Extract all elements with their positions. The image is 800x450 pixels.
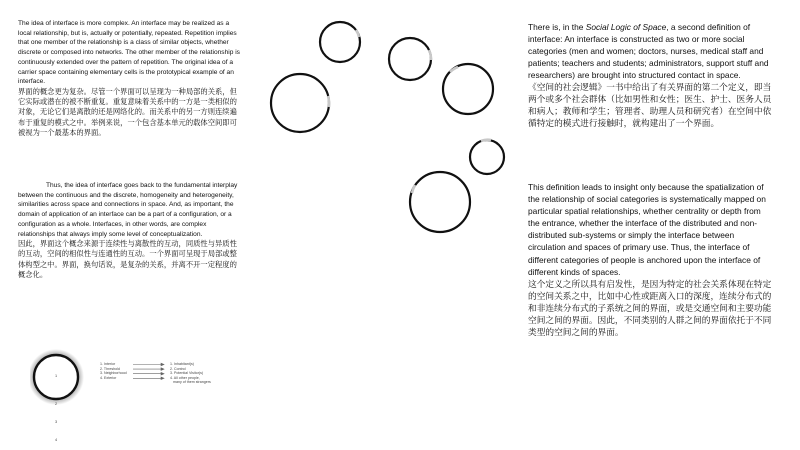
circle-5 xyxy=(470,140,504,174)
right-para1-post: , a second definition of interface: An interface is constructed as two or more social categories (men and women; doctors, nurses, medical staff and patients; teachers and students; administrators, support stuff and researchers) are brought into structured contact in space. xyxy=(528,22,769,80)
right-para1-pre: There is, in the xyxy=(528,22,586,32)
left-para2-zh: 因此，界面这个概念来源于连续性与离散性的互动，同质性与异质性的互动，空间的相似性与连通性的互动。一个界面可呈现于局部或整体构型之中。界面，换句话说，是复杂的关系，并离不开一定程度的概念化。 xyxy=(18,239,237,279)
circle-3 xyxy=(271,74,329,132)
book-title: Social Logic of Space xyxy=(585,22,667,32)
left-section-1 xyxy=(18,19,244,138)
legend-right-item: many of them strangers xyxy=(170,380,211,385)
right-section-1 xyxy=(528,21,773,130)
right-section-2 xyxy=(528,181,773,339)
left-para2-en: Thus, the idea of interface goes back to the fundamental interplay between the continuous and the discrete, homogeneity and heterogeneity, similarities across space and connections in space. And, as important, the domain of application of an interface can be a part of a configuration, or a configuration as a whole. Interfaces, in other words, are complex relationships that always imply some level of conceptualization. xyxy=(18,182,238,238)
left-para1-en: The idea of interface is more complex. An interface may be realized as a local relationship, but is, actually or potentially, repeated. Repetition implies that one member of the relationship is a class of similar objects, whether discrete or composed into networks. The other member of the relationship is continuously extended over the pattern of repetition. The original idea of a carrier space containing elementary cells is the prototypical example of an interface. xyxy=(18,20,240,86)
legend-arrows xyxy=(131,362,165,386)
concentric-rings xyxy=(30,345,90,445)
legend-right-item: 2. Control xyxy=(170,366,186,371)
right-para2-zh: 这个定义之所以具有启发性，是因为特定的社会关系体现在特定的空间关系之中，比如中心性或距离入口的深度，连续分布式的和非连续分布式的子系统之间的界面，或是交通空间和主要功能空间之间的界面。因此，不同类别的人群之间的界面依托于不同类型的空间之间的界面。 xyxy=(528,279,772,339)
legend-left xyxy=(100,362,127,380)
right-para2-en: This definition leads to insight only because the spatialization of the relationship of social categories is systematically mapped on particular spatial relationships, whether centrality or depth from the entrance, whether the interface of the distributed and non-distributed sub-systems or simply the interface between circulation and spaces of primary use. Thus, the interface of different categories of people is anchored upon the interface of different kinds of spaces. xyxy=(528,182,766,277)
legend-right-item: 1. Inhabitant(s) xyxy=(170,362,194,366)
left-para1-zh: 界面的概念更为复杂。尽管一个界面可以呈现为一种局部的关系，但它实际或潜在的被不断重复。重复意味着关系中的一方是一类相似的对象，无论它们是离散的还是网络化的。而关系中的另一方则连续遍布于重复的模式之中。举例来说，一个包含基本单元的载体空间即可被视为一个最基本的界面。 xyxy=(18,86,237,137)
ring-label-4: 4 xyxy=(55,438,58,442)
legend-right-item: 4. All other people, xyxy=(170,375,200,380)
circle-1 xyxy=(320,22,360,62)
legend-left-item: 4. Exterior xyxy=(100,375,117,380)
legend-left-item: 3. Neighborhood xyxy=(100,371,127,376)
circle-6 xyxy=(410,172,470,232)
circles-illustration xyxy=(255,15,520,245)
left-section-2 xyxy=(18,181,244,280)
legend-left-item: 1. Interior xyxy=(100,362,116,366)
circle-2 xyxy=(389,38,431,80)
legend-right xyxy=(170,362,211,385)
legend-right-item: 3. Potential Visitor(s) xyxy=(170,371,204,376)
ring-label-2: 2 xyxy=(55,402,58,406)
right-para1-en xyxy=(528,21,773,81)
legend-left-item: 2. Threshold xyxy=(100,366,120,371)
concentric-diagram xyxy=(30,345,250,445)
ring-label-3: 3 xyxy=(55,420,58,424)
center-label: 1 xyxy=(55,374,58,378)
right-para1-zh: 《空间的社会逻辑》一书中给出了有关界面的第二个定义，即当两个或多个社会群体（比如男性和女性；医生、护士、医务人员和病人；教师和学生；管理者、助理人员和研究者）在空间中依循特定的模式进行接触时，就构建出了一个界面。 xyxy=(528,83,772,130)
